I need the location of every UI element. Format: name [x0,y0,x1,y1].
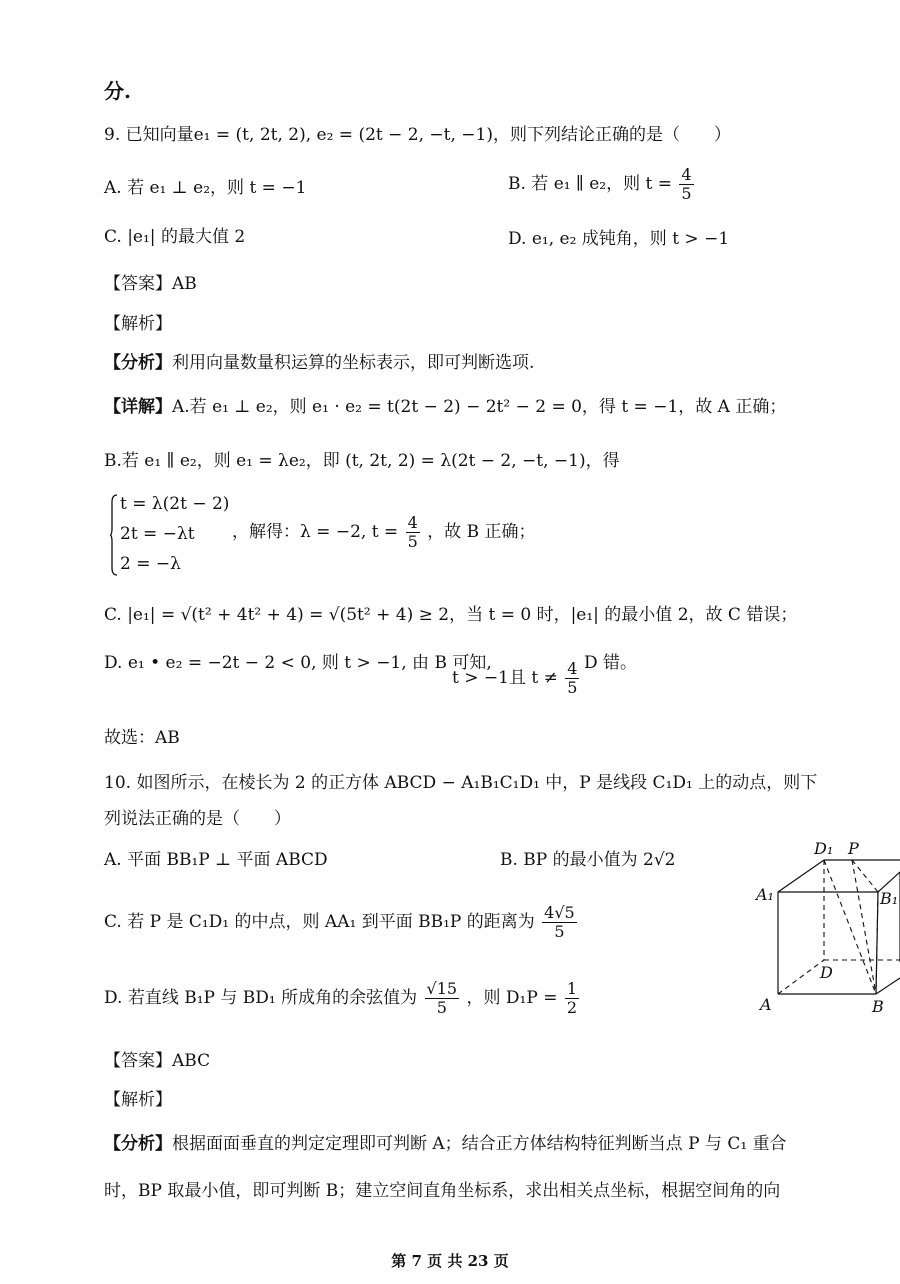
q9-option-a: A. 若 e₁ ⊥ e₂，则 t = −1 [104,178,307,198]
q9-detail-d-condition: t > −1且 t ≠ $\frac{4}{5}$ [452,659,578,697]
q10-fenxi-line1: 【分析】根据面面垂直的判定定理即可判断 A；结合正方体结构特征判断当点 P 与 C₁ 重合 [104,1134,787,1154]
q9-detail-d-end: D 错。 [584,653,638,673]
q10-stem-line1: 10. 如图所示，在棱长为 2 的正方体 ABCD − A₁B₁C₁D₁ 中，P 是线段 C₁D₁ 上的动点，则下 [104,773,818,793]
q9-detail-c: C. |e₁| = √(t² + 4t² + 4) = √(5t² + 4) ≥ 2，当 t = 0 时，|e₁| 的最小值 2，故 C 错误； [104,605,798,625]
q9-answer: 【答案】AB [104,274,197,294]
label-B1: B₁ [880,889,899,908]
q10-answer: 【答案】ABC [104,1051,211,1071]
label-A: A [760,995,772,1014]
q10-fenxi-line2: 时，BP 取最小值，即可判断 B；建立空间直角坐标系，求出相关点坐标，根据空间角的向 [104,1181,781,1201]
system-brace [110,494,118,576]
q9-fenxi: 【分析】利用向量数量积运算的坐标表示，即可判断选项. [104,353,535,373]
label-D1: D₁ [814,839,834,858]
system-solution: ，解得：λ = −2, t = $\frac{4}{5}$ ，故 B 正确； [232,513,536,551]
q9-detail-b: B.若 e₁ ∥ e₂，则 e₁ = λe₂，即 (t, 2t, 2) = λ(2t − 2, −t, −1)，得 [104,451,620,471]
q10-stem-line2: 列说法正确的是（ ） [104,809,291,829]
q10-option-c: C. 若 P 是 C₁D₁ 的中点，则 AA₁ 到平面 BB₁P 的距离为 $\frac{4√5}{5}$ [104,903,575,941]
q9-analysis-label: 【解析】 [104,314,172,334]
q9-detail-a: 【详解】A.若 e₁ ⊥ e₂，则 e₁ · e₂ = t(2t − 2) − 2t² − 2 = 0，得 t = −1，故 A 正确； [104,397,787,417]
q10-option-a: A. 平面 BB₁P ⊥ 平面 ABCD [104,850,328,870]
q9-option-d: D. e₁, e₂ 成钝角，则 t > −1 [508,229,730,249]
q10-option-b: B. BP 的最小值为 2√2 [500,850,676,870]
q10-analysis-label: 【解析】 [104,1090,172,1110]
cube-figure [752,832,900,1020]
q9-option-b: B. 若 e₁ ∥ e₂，则 t = $\frac{4}{5}$ [508,165,692,203]
label-D: D [820,963,833,982]
page-footer: 第 7 页 共 23 页 [391,1252,509,1270]
q9-detail-d: D. e₁ • e₂ = −2t − 2 < 0, 则 t > −1, 由 B 可知, [104,653,492,673]
label-A1: A₁ [756,885,774,904]
q9-stem: 9. 已知向量e₁ = (t, 2t, 2), e₂ = (2t − 2, −t, −1)，则下列结论正确的是（ ） [104,125,731,145]
fragment-text: 分. [104,79,131,103]
q9-option-c: C. |e₁| 的最大值 2 [104,227,246,247]
system-eq-2: 2t = −λt [120,524,195,544]
label-B: B [872,997,884,1016]
system-eq-1: t = λ(2t − 2) [120,494,230,514]
label-P: P [848,839,859,858]
q10-option-d: D. 若直线 B₁P 与 BD₁ 所成角的余弦值为 $\frac{√15}{5}$ ，则 D₁P = $\frac{1}{2}$ [104,979,578,1017]
system-eq-3: 2 = −λ [120,554,181,574]
q9-conclusion: 故选：AB [104,728,180,748]
